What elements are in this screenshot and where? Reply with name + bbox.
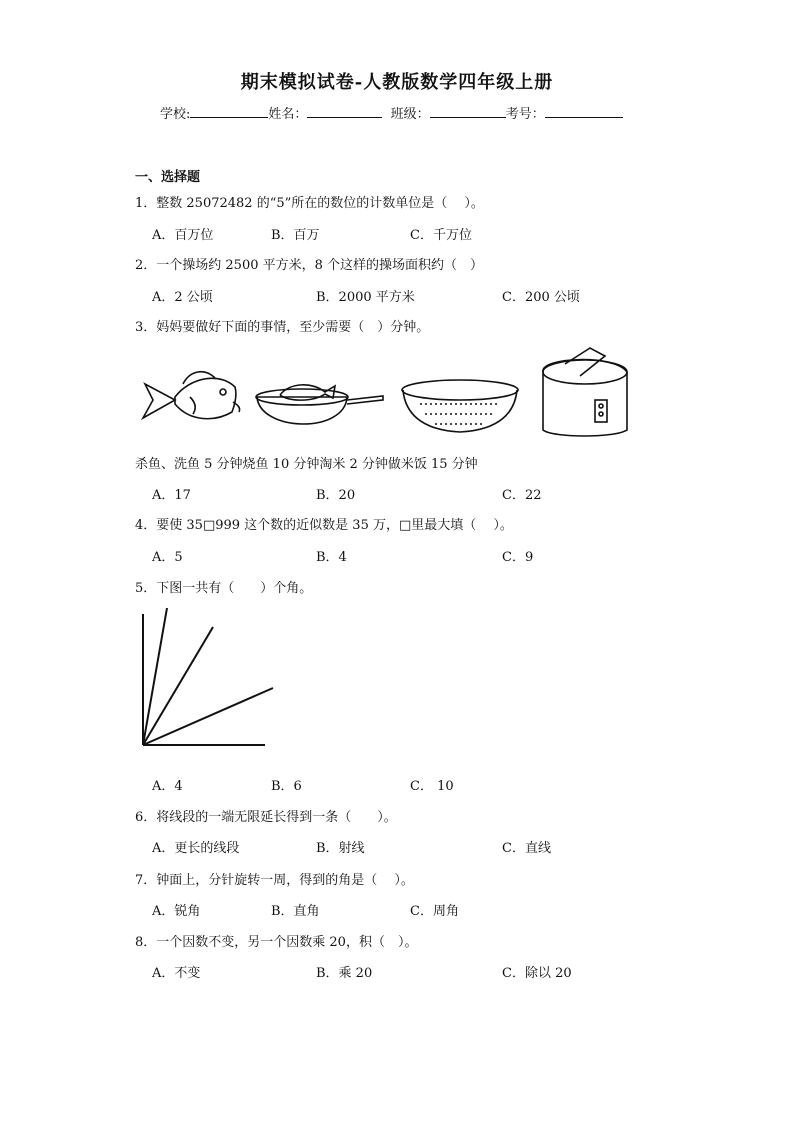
q4-option-a[interactable]: A．5 [152, 550, 183, 565]
question-8: 8．一个因数不变，另一个因数乘 20，积（ ）。 [135, 935, 418, 950]
q7-option-a[interactable]: A．锐角 [152, 904, 201, 919]
q6-option-b[interactable]: B．射线 [316, 841, 365, 856]
colander-icon [402, 380, 518, 432]
q8-option-c[interactable]: C．除以 20 [502, 966, 572, 981]
pan-icon [256, 385, 383, 424]
question-2: 2．一个操场约 2500 平方米，8 个这样的操场面积约（ ） [135, 258, 484, 273]
q2-option-c[interactable]: C．200 公顷 [502, 290, 580, 305]
q3-option-a[interactable]: A．17 [152, 488, 191, 503]
rice-cooker-icon [543, 348, 627, 436]
cooking-illustration [135, 342, 635, 447]
student-info-row [160, 103, 623, 122]
number-label: 考号： [505, 107, 545, 122]
q8-option-a[interactable]: A．不变 [152, 966, 201, 981]
school-label: 学校: [160, 107, 191, 122]
q6-option-c[interactable]: C．直线 [502, 841, 551, 856]
question-6: 6．将线段的一端无限延长得到一条（ ）。 [135, 810, 397, 825]
q3-option-c[interactable]: C．22 [502, 488, 542, 503]
question-3: 3．妈妈要做好下面的事情，至少需要（ ）分钟。 [135, 320, 430, 335]
q5-option-a[interactable]: A．4 [152, 779, 183, 794]
page-title: 期末模拟试卷-人教版数学四年级上册 [240, 72, 554, 93]
name-label: 姓名： [268, 107, 308, 122]
q2-option-a[interactable]: A．2 公顷 [152, 290, 213, 305]
q1-option-c[interactable]: C．千万位 [410, 228, 472, 243]
angles-diagram [135, 602, 285, 752]
q5-option-b[interactable]: B．6 [271, 779, 302, 794]
question-7: 7．钟面上，分针旋转一周，得到的角是（ ）。 [135, 873, 414, 888]
question-4: 4．要使 35□999 这个数的近似数是 35 万，□里最大填（ ）。 [135, 518, 513, 533]
question-1: 1．整数 25072482 的“5”所在的数位的计数单位是（ ）。 [135, 196, 484, 211]
q5-option-c[interactable]: C． 10 [410, 779, 454, 794]
school-blank[interactable] [190, 105, 268, 118]
q4-option-c[interactable]: C．9 [502, 550, 534, 565]
fish-icon [143, 372, 240, 419]
question-3-tasks: 杀鱼、洗鱼 5 分钟烧鱼 10 分钟淘米 2 分钟做米饭 15 分钟 [135, 457, 478, 472]
q1-option-a[interactable]: A．百万位 [152, 228, 214, 243]
q2-option-b[interactable]: B．2000 平方米 [316, 290, 415, 305]
class-label: 班级： [390, 107, 430, 122]
ray-shallow [143, 688, 273, 745]
section-title: 一、选择题 [135, 170, 201, 185]
name-blank[interactable] [307, 105, 382, 118]
number-blank[interactable] [545, 105, 623, 118]
q6-option-a[interactable]: A．更长的线段 [152, 841, 240, 856]
class-blank[interactable] [430, 105, 506, 118]
q3-option-b[interactable]: B．20 [316, 488, 356, 503]
q1-option-b[interactable]: B．百万 [271, 228, 320, 243]
question-5: 5．下图一共有（ ）个角。 [135, 581, 313, 596]
q8-option-b[interactable]: B．乘 20 [316, 966, 373, 981]
q7-option-c[interactable]: C．周角 [410, 904, 459, 919]
q4-option-b[interactable]: B．4 [316, 550, 347, 565]
q7-option-b[interactable]: B．直角 [271, 904, 320, 919]
